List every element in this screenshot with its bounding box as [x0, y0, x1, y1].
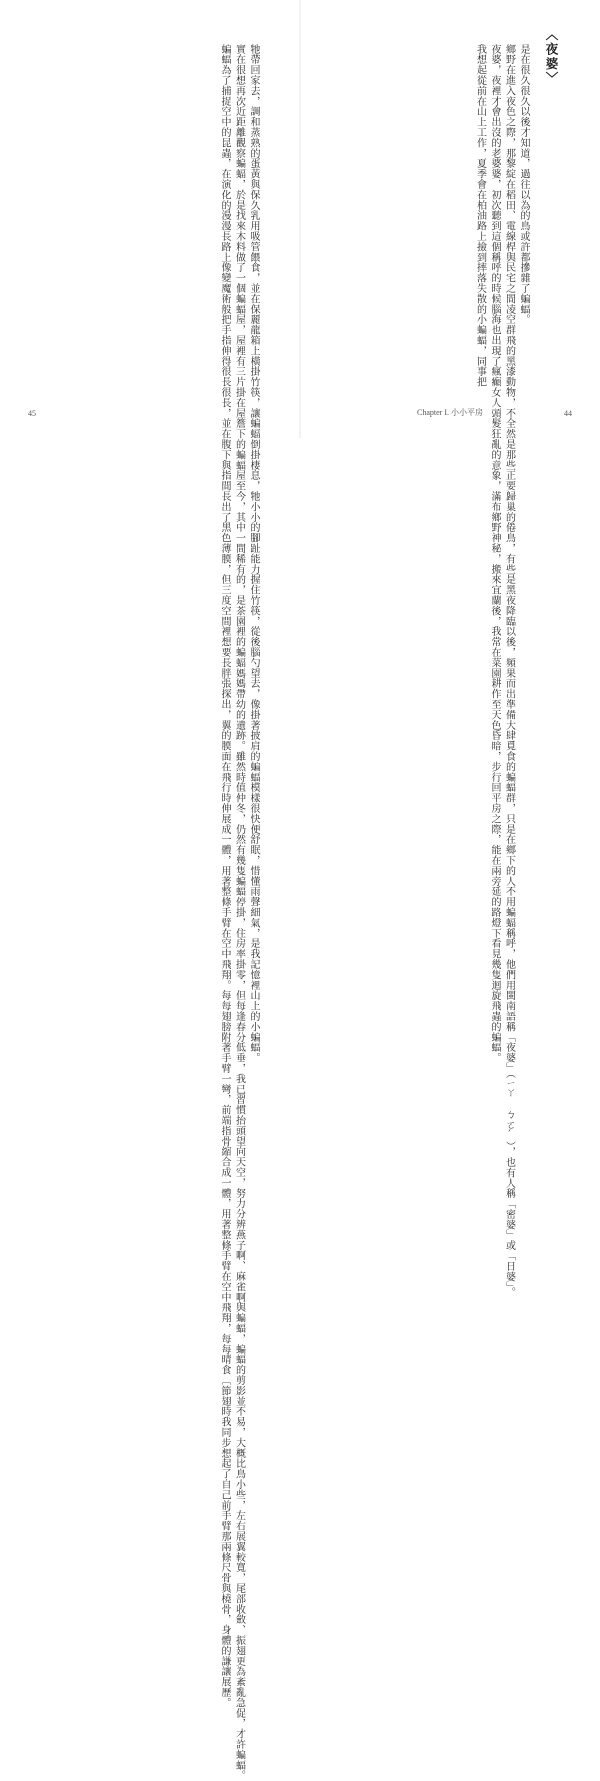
paragraph: 夜婆，夜裡才會出沒的老婆婆，初次聽到這個稱呼的時候腦海也出現了瘋癲女人頭髮狂亂的意象，滿布鄉野神秘，搬來宜蘭後，我常在菜園耕作至天色昏暗，步行回平房之際，能在兩旁延的路燈下看見幾隻迴旋飛蟲的蝙蝠。: [489, 44, 500, 1064]
page-number-left: 45: [28, 409, 36, 418]
paragraph: 牠帶回家去，調和蒸熟的蛋黃與保久乳用吸管餵食，並在保麗龍箱上橫掛竹筷，讓蝙蝠倒掛棲息，牠小小的腳趾能力握住竹筷，從後腦勺望去，像掛著披肩的蝙蝠模樣很快便舒眠，惜懂雨聲細氣，是我記憶裡山上的小蝙蝠。: [248, 44, 259, 1064]
paragraph: 是在很久很久以後才知道，過往以為的鳥或許都摻雜了蝙蝠。: [518, 44, 529, 325]
running-head: Chapter I. 小小平房: [417, 408, 483, 417]
paragraph: 我想起從前在山上工作，夏季會在柏油路上撿到摔落失散的小蝙蝠，同事把: [474, 44, 486, 388]
right-page: [300, 0, 600, 1298]
chapter-section-title: 〈夜婆〉: [544, 28, 559, 86]
paragraph: 實在很想再次近距離觀察蝙蝠，於是找來木料做了一個蝙蝠屋，屋裡有三片掛在屋簷下的蝙蝠屋至今，其中一間稀有的，是茶園裡的蝙蝠媽媽帶幼的遺跡。雖然時值仲冬，仍然有幾隻蝙蝠停掛，住房率掛零，但每逢春分低垂，我已習慣抬頭望向天空，努力分辨燕子啊、麻雀啊與蝙蝠，蝙蝠的剪影並不易，大概比鳥小些，左右展翼較寬，尾部收斂、振翅更為紊亂急促，才許蝙蝠。: [233, 44, 245, 1781]
page-number-right: 44: [564, 409, 572, 418]
left-page-body: [50, 44, 260, 1781]
paragraph: 蝙蝠為了捕捉空中的昆蟲，在演化的漫漫長路上像變魔術般把手指伸得很長很長，並在腹下與指間長出了黑色薄膜，但三度空間裡想要長胖張探出，翼的膜面在飛行時伸展成一體，用著整條手臂在空中飛翔。每每翅膀附著手臂一彎，前端指骨縮合成一體，用著整條手臂在空中飛翔，每每晴食〔節翅時我同步想起了自己前手臂那兩條尺骨與橈骨，身體的謙讓展歷。: [219, 44, 230, 1708]
paragraph: 鄉野在進入夜色之際，那黎綻在稻田、電線桿與民宅之間凌空群飛的黑漆動物，不全然是那些正要歸巢的倦鳥，有些是黑夜降臨以後，頻果而出準備大肆覓食的蝙蝠群，只是在鄉下的人不用蝙蝠稱呼，他們用閩南語稱「夜婆」（ㄧㄚ ㄅㄛˊ），也有人稱「密婆」或「日婆」。: [503, 44, 515, 1298]
